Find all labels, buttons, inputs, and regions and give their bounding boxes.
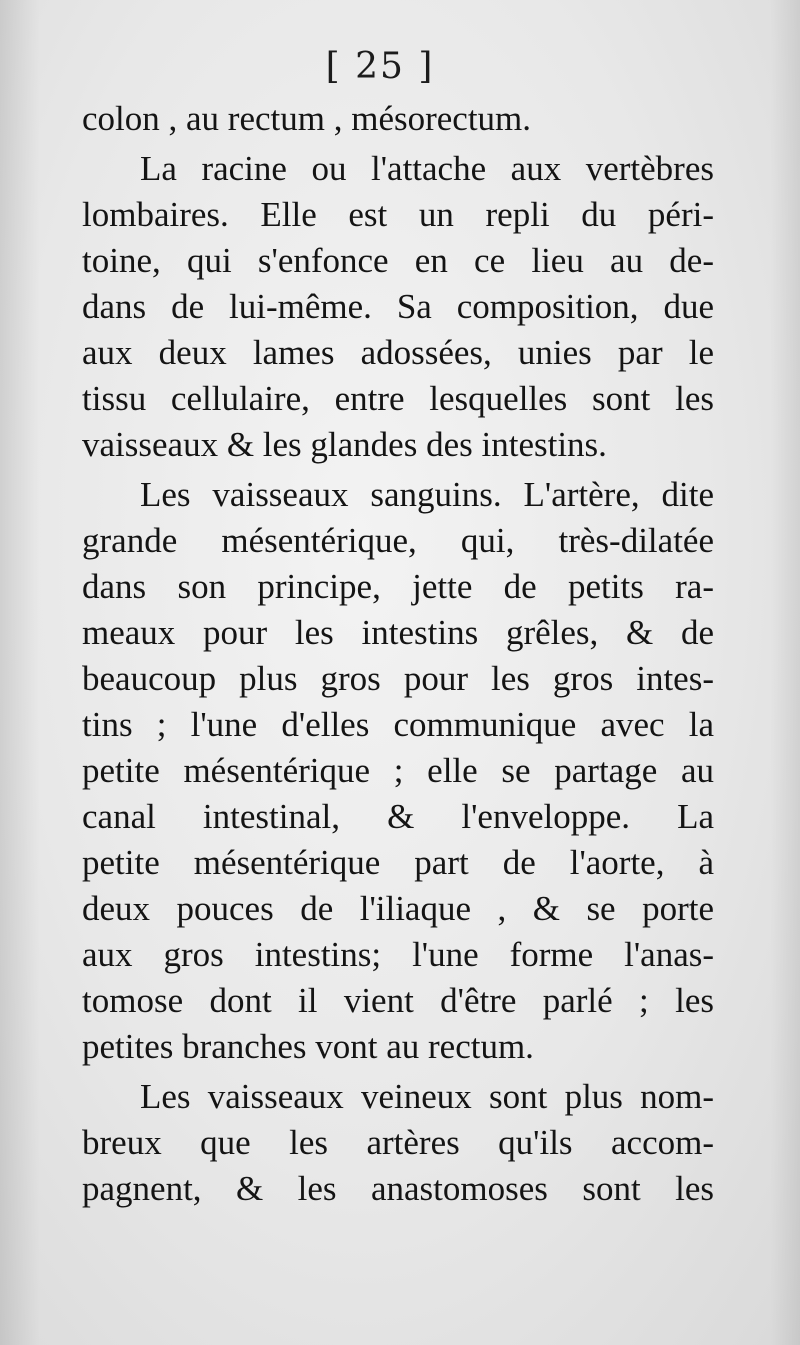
text-line: grande mésentérique, qui, très-dilatée: [82, 521, 714, 560]
text-line: Les vaisseaux sanguins. L'artère, dite: [140, 475, 714, 514]
text-line: toine, qui s'enfonce en ce lieu au de-: [82, 241, 714, 280]
text-line: petite mésentérique ; elle se partage au: [82, 751, 714, 790]
text-line: colon , au rectum , mésorectum.: [82, 99, 532, 138]
text-line: dans de lui-même. Sa composition, due: [82, 287, 714, 326]
text-line: breux que les artères qu'ils accom-: [82, 1123, 714, 1162]
text-line: tissu cellulaire, entre lesquelles sont les: [82, 379, 714, 418]
page-text-body: [82, 96, 714, 1212]
text-line: petite mésentérique part de l'aorte, à: [82, 843, 714, 882]
text-line: vaisseaux & les glandes des intestins.: [82, 425, 607, 464]
text-line: dans son principe, jette de petits ra-: [82, 567, 714, 606]
text-line: Les vaisseaux veineux sont plus nom-: [140, 1077, 714, 1116]
text-line: tins ; l'une d'elles communique avec la: [82, 705, 714, 744]
text-line: aux gros intestins; l'une forme l'anas-: [82, 935, 714, 974]
page-number: [ 25 ]: [325, 46, 435, 87]
text-line: meaux pour les intestins grêles, & de: [82, 613, 714, 652]
text-line: petites branches vont au rectum.: [82, 1027, 534, 1066]
text-line: lombaires. Elle est un repli du péri-: [82, 195, 714, 234]
text-line: tomose dont il vient d'être parlé ; les: [82, 981, 714, 1020]
text-line: canal intestinal, & l'enveloppe. La: [82, 797, 714, 836]
text-line: deux pouces de l'iliaque , & se porte: [82, 889, 714, 928]
text-line: beaucoup plus gros pour les gros intes-: [82, 659, 714, 698]
text-line: La racine ou l'attache aux vertèbres: [140, 149, 714, 188]
text-line: aux deux lames adossées, unies par le: [82, 333, 714, 372]
text-line: pagnent, & les anastomoses sont les: [82, 1169, 714, 1208]
